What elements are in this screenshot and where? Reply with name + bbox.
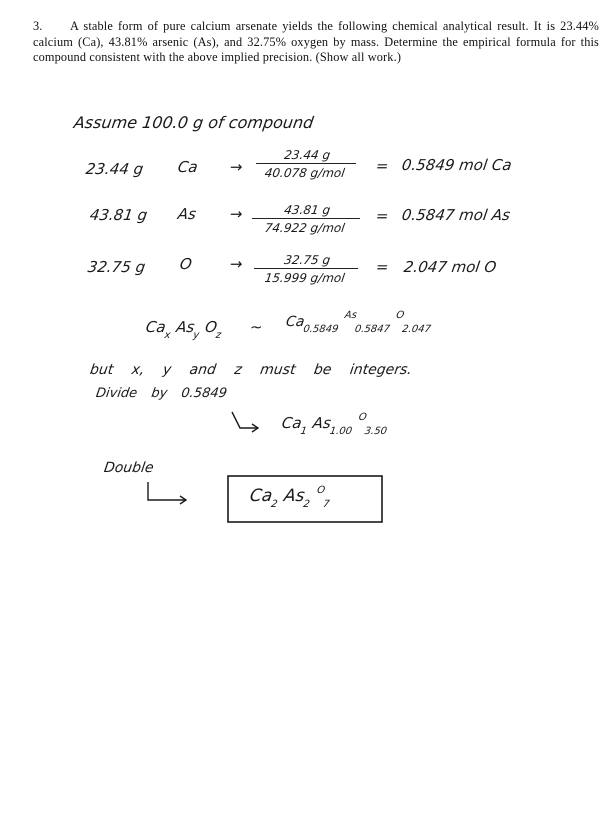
formula-divided-o-sub: 3.50: [363, 426, 388, 437]
note-divide: Divide by 0.5849: [94, 386, 228, 401]
problem-text: A stable form of pure calcium arsenate yields the following chemical analytical result. It is 23.44% calcium (Ca), 43.81% arsenic (As), and 32.75% oxygen by mass. Determine the empirical formula for this compound consistent with the above implied precision. (Show all work.): [33, 19, 599, 64]
row3-equals: =: [374, 258, 390, 276]
formula-moles-as-sub: 0.5847: [354, 324, 391, 335]
formula-general-o: O: [203, 318, 219, 336]
row1-result: 0.5849 mol Ca: [400, 156, 513, 174]
row1-element: Ca: [176, 158, 199, 176]
formula-divided-ca-sub: 1: [299, 426, 308, 437]
row1-arrow: →: [228, 158, 244, 176]
row3-element: O: [178, 255, 194, 273]
double-label: Double: [102, 460, 155, 476]
final-o-sub: 7: [322, 499, 331, 510]
row1-equals: =: [374, 157, 390, 175]
row2-equals: =: [374, 207, 390, 225]
double-arrow: [148, 482, 186, 500]
formula-general-y: y: [192, 330, 200, 341]
final-as: As: [282, 486, 306, 506]
row2-result: 0.5847 mol As: [400, 206, 512, 224]
assume-line: Assume 100.0 g of compound: [72, 113, 315, 132]
formula-general-z: z: [215, 330, 222, 341]
row2-mass: 43.81 g: [88, 206, 149, 224]
formula-general-x: x: [163, 330, 172, 341]
final-ca-sub: 2: [270, 499, 279, 510]
formula-moles-ca: Ca: [284, 314, 306, 330]
row3-result: 2.047 mol O: [402, 258, 498, 276]
row2-arrow: →: [228, 205, 244, 223]
row1-denominator: 40.078 g/mol: [263, 166, 346, 180]
problem-number: 3.: [33, 19, 43, 33]
row1-numerator: 23.44 g: [283, 148, 332, 162]
note-integers: but x, y and z must be integers.: [88, 362, 413, 378]
row2-denominator: 74.922 g/mol: [263, 221, 346, 235]
formula-divided-as-sub: 1.00: [328, 426, 353, 437]
approx-sign: ~: [248, 318, 264, 336]
formula-general-ca: Ca: [144, 318, 167, 336]
final-o: O: [316, 485, 326, 496]
final-ca: Ca: [248, 486, 274, 506]
final-formula: [248, 485, 332, 510]
formula-moles-ca-sub: 0.5849: [302, 324, 340, 335]
row3-arrow: →: [228, 255, 244, 273]
row2-numerator: 43.81 g: [283, 203, 332, 217]
formula-moles-o-sub: 2.047: [401, 324, 432, 335]
formula-moles-o: O: [395, 310, 405, 321]
formula-divided-o: O: [357, 412, 368, 423]
row2-element: As: [176, 205, 198, 223]
row3-numerator: 32.75 g: [283, 253, 332, 267]
formula-divided-ca: Ca: [280, 414, 303, 432]
formula-divided: [280, 412, 390, 437]
formula-divided-as: As: [311, 414, 333, 432]
row1-mass: 23.44 g: [84, 160, 145, 178]
row3-mass: 32.75 g: [86, 258, 147, 276]
row3-denominator: 15.999 g/mol: [263, 271, 346, 285]
formula-moles-as: As: [343, 310, 358, 321]
formula-general-as: As: [175, 318, 196, 336]
final-as-sub: 2: [302, 499, 311, 510]
